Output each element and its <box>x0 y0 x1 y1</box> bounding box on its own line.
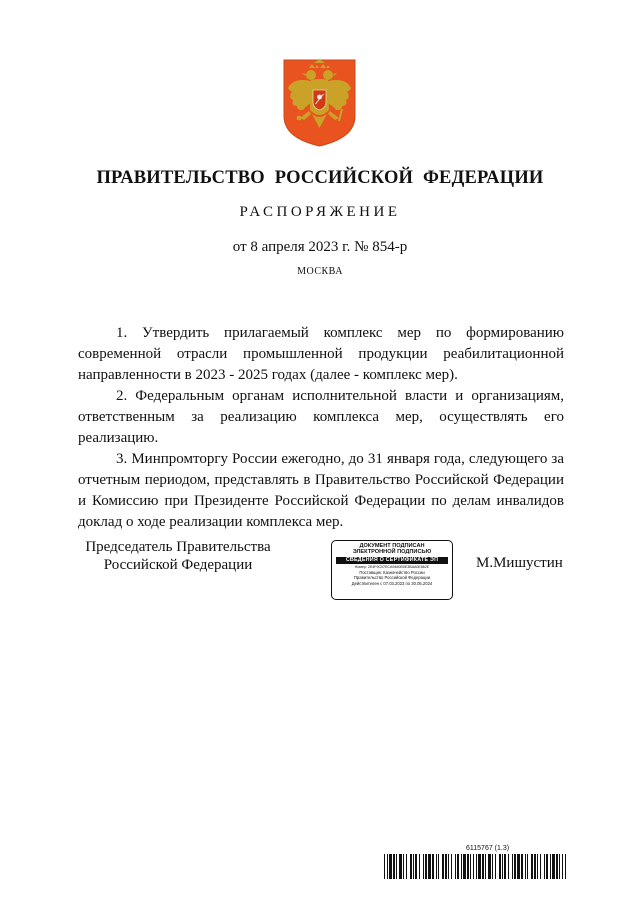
barcode-bar <box>470 854 471 879</box>
barcode-bar <box>457 854 459 879</box>
barcode-bar <box>552 854 555 879</box>
barcode-bar <box>415 854 417 879</box>
barcode-bar <box>517 854 520 879</box>
barcode-bar <box>413 854 414 879</box>
barcode-bar <box>556 854 558 879</box>
barcode-icon <box>384 854 566 879</box>
barcode-bar <box>488 854 491 879</box>
barcode-bar <box>527 854 528 879</box>
document-type: РАСПОРЯЖЕНИЕ <box>239 204 401 220</box>
barcode-bar <box>540 854 541 879</box>
document-date-number: от 8 апреля 2023 г. № 854-р <box>232 239 408 255</box>
stamp-line-1: ДОКУМЕНТ ПОДПИСАН <box>359 543 425 549</box>
barcode-bar <box>531 854 533 879</box>
barcode-bar <box>384 854 385 879</box>
barcode-bar <box>492 854 493 879</box>
electronic-signature-stamp <box>331 540 453 600</box>
barcode-bar <box>432 854 434 879</box>
barcode-bar <box>448 854 449 879</box>
barcode-bar <box>425 854 427 879</box>
coat-of-arms-icon <box>282 58 357 148</box>
barcode-bar <box>502 854 503 879</box>
stamp-validity: Действителен с 07.03.2023 по 30.05.2024 <box>351 581 433 586</box>
barcode-bar <box>436 854 437 879</box>
barcode-bar <box>451 854 452 879</box>
barcode-bar <box>389 854 392 879</box>
barcode-bar <box>410 854 412 879</box>
barcode-bar <box>478 854 481 879</box>
barcode-bar <box>512 854 513 879</box>
signer-name: М.Мишустин <box>476 555 563 571</box>
barcode-bar <box>521 854 523 879</box>
signer-position-line-2: Российской Федерации <box>103 557 253 573</box>
paragraph-3: 3. Минпромторгу России ежегодно, до 31 января года, следующего за отчетным периодом, представлять в Правительство Российской Федерации и Комиссию при Президенте Российской Федерации по делам инвалидов доклад о ходе реализации комплекса мер. <box>78 451 564 530</box>
barcode-bar <box>423 854 424 879</box>
barcode-bar <box>463 854 466 879</box>
order-body <box>78 323 564 533</box>
barcode-bar <box>550 854 551 879</box>
barcode-bar <box>467 854 469 879</box>
barcode-number: 6115767 (1.3) <box>466 845 510 852</box>
paragraph-1: 1. Утвердить прилагаемый комплекс мер по формированию современной отрасли промышленной продукции реабилитационной направленности в 2023 - 2025 годах (далее - комплекс мер). <box>78 325 564 383</box>
signer-position <box>78 538 278 574</box>
stamp-issuer: Поставщик: Казначейство России <box>359 569 425 575</box>
barcode-bar <box>396 854 397 879</box>
barcode-bar <box>387 854 388 879</box>
barcode-bar <box>499 854 501 879</box>
barcode-bar <box>565 854 566 879</box>
stamp-serial: Номер: 2E4F9C07ECA9460B0E3BAA0E862E <box>354 564 430 569</box>
barcode-bar <box>445 854 447 879</box>
barcode-bar <box>473 854 474 879</box>
stamp-line-2: ЭЛЕКТРОННОЙ ПОДПИСЬЮ <box>352 549 432 556</box>
barcode-bar <box>537 854 538 879</box>
stamp-owner: Правительство Российской Федерации <box>353 575 431 581</box>
signer-position-line-1: Председатель Правительства <box>85 539 271 555</box>
barcode-bar <box>534 854 536 879</box>
barcode-bar <box>559 854 560 879</box>
barcode-bar <box>482 854 484 879</box>
barcode-bar <box>476 854 477 879</box>
document-city: МОСКВА <box>297 266 343 277</box>
government-title: ПРАВИТЕЛЬСТВО РОССИЙСКОЙ ФЕДЕРАЦИИ <box>96 168 544 188</box>
barcode-bar <box>403 854 404 879</box>
barcode-bar <box>485 854 486 879</box>
barcode-bar <box>406 854 407 879</box>
barcode-bar <box>504 854 506 879</box>
paragraph-2: 2. Федеральным органам исполнительной власти и организациям, ответственным за реализацию комплекса мер, осуществлять его реализацию. <box>78 388 564 446</box>
barcode-bar <box>428 854 431 879</box>
barcode-bar <box>461 854 462 879</box>
barcode-bar <box>393 854 395 879</box>
barcode-bar <box>514 854 516 879</box>
barcode-bar <box>399 854 402 879</box>
barcode-bar <box>442 854 444 879</box>
barcode-bar <box>544 854 545 879</box>
barcode-bar <box>455 854 456 879</box>
barcode-bar <box>508 854 509 879</box>
barcode-bar <box>562 854 563 879</box>
stamp-certificate-bar: СВЕДЕНИЯ О СЕРТИФИКАТЕ ЭП <box>336 557 448 564</box>
barcode-bar <box>495 854 496 879</box>
barcode-bar <box>438 854 439 879</box>
barcode-bar <box>546 854 548 879</box>
barcode-bar <box>419 854 420 879</box>
barcode-bar <box>525 854 526 879</box>
